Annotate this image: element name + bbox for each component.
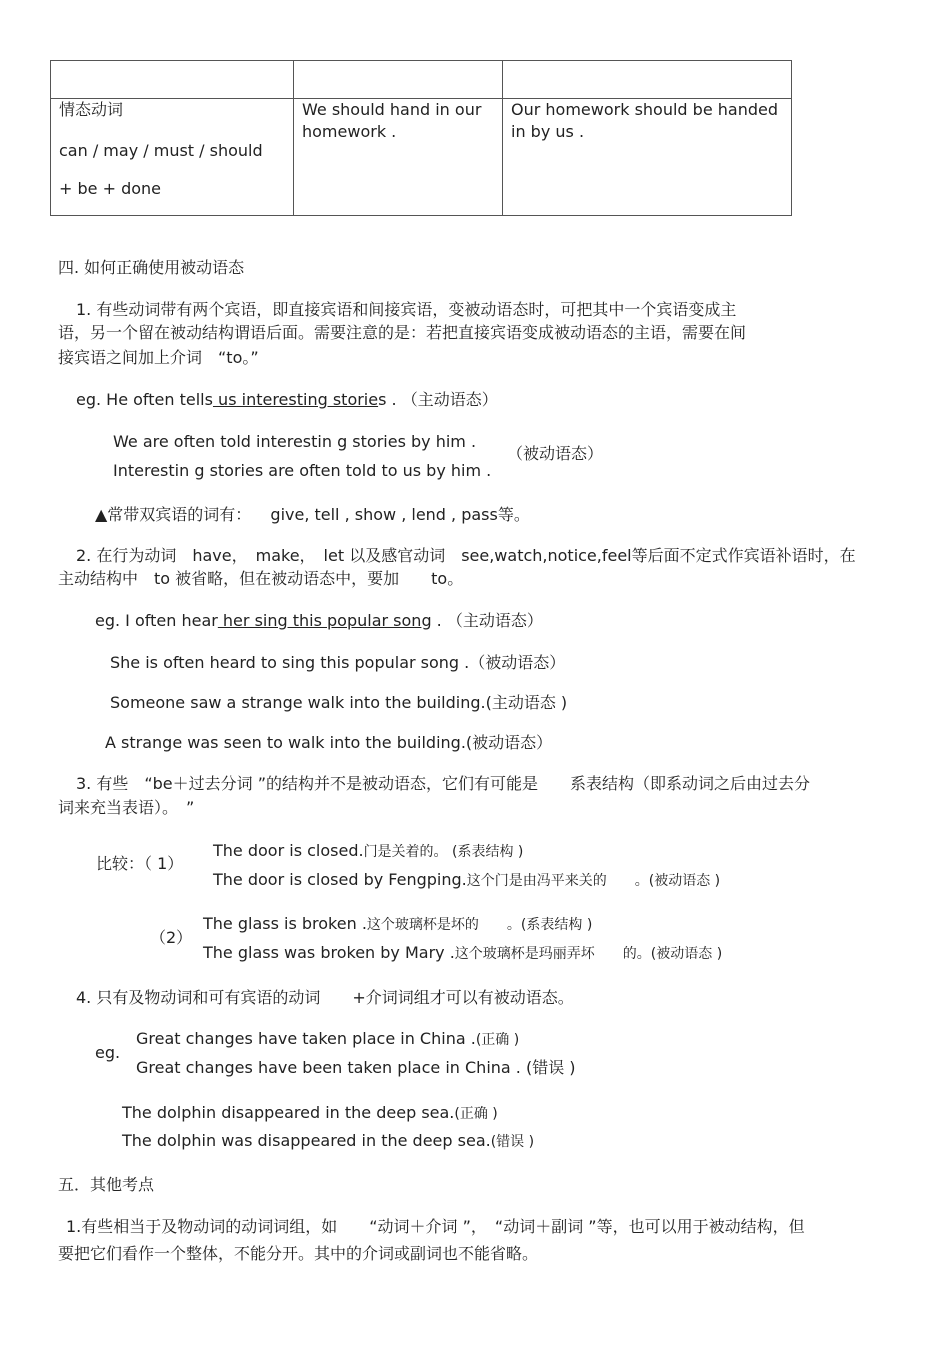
- note-suffix: 等。: [497, 505, 530, 524]
- english-sentence: The glass was broken by Mary .: [203, 943, 455, 962]
- english-sentence: The door is closed.: [213, 841, 364, 860]
- paragraph-line: 4. 只有及物动词和可有宾语的动词 +介词词组才可以有被动语态。: [76, 988, 574, 1007]
- table-row: [51, 99, 792, 216]
- chinese-translation: 这个玻璃杯是玛丽弄坏 的。(被动语态 ): [454, 946, 723, 962]
- note-line: [95, 504, 530, 526]
- example-text: eg. He often tells: [76, 390, 213, 409]
- english-sentence: The dolphin disappeared in the deep sea.: [122, 1103, 455, 1122]
- paragraph-line: 1.有些相当于及物动词的动词词组，如 “动词＋介词 ”， “动词＋副词 ”等，也可以用于被动结构，但: [66, 1217, 805, 1236]
- table-cell: [503, 99, 792, 216]
- english-sentence: Great changes have taken place in China .: [136, 1029, 476, 1048]
- paragraph-line: 要把它们看作一个整体，不能分开。其中的介词或副词也不能省略。: [58, 1244, 539, 1263]
- eg-label: eg.: [95, 1043, 121, 1062]
- passive-example: We are often told interestin g stories by him .: [113, 432, 477, 451]
- chinese-translation: 这个玻璃杯是坏的 。(系表结构 ): [366, 917, 593, 933]
- table-cell: [294, 61, 503, 99]
- example-sentence: She is often heard to sing this popular song .（被动语态）: [110, 653, 566, 672]
- cell-line: 情态动词: [59, 100, 124, 119]
- example-sentence: [95, 610, 543, 632]
- paragraph-line: 接宾语之间加上介词 “to。”: [58, 348, 259, 367]
- correctness-tag: (正确 ): [454, 1106, 498, 1122]
- correctness-tag: (正确 ): [475, 1032, 520, 1048]
- section-heading: 四. 如何正确使用被动语态: [58, 258, 245, 277]
- underlined-object: us: [212, 390, 237, 409]
- paragraph-line: 主动结构中 to 被省略，但在被动语态中，要加 to。: [58, 569, 464, 588]
- english-sentence: The dolphin was disappeared in the deep sea.: [122, 1131, 491, 1150]
- example-sentence: [136, 1028, 519, 1051]
- compare-sentence: [203, 942, 722, 965]
- grammar-table: [50, 60, 792, 216]
- english-sentence: The glass is broken .: [203, 914, 367, 933]
- example-sentence: A strange was seen to walk into the building.(被动语态）: [105, 733, 553, 752]
- table-cell: [51, 99, 294, 216]
- example-text: s . （主动语态）: [378, 390, 498, 409]
- paragraph-line: 语，另一个留在被动结构谓语后面。需要注意的是：若把直接宾语变成被动语态的主语，需要在间: [58, 323, 747, 342]
- paragraph-line: 词来充当表语）。 ”: [58, 798, 195, 817]
- voice-label: （被动语态）: [507, 444, 604, 463]
- note-words: give, tell , show , lend , pass: [270, 505, 498, 524]
- passive-example: Interestin g stories are often told to us by him .: [113, 461, 492, 480]
- cell-line: Our homework should be handed: [511, 100, 778, 119]
- table-cell: [294, 99, 503, 216]
- example-sentence: Someone saw a strange walk into the building.(主动语态 ): [110, 693, 568, 712]
- example-text: g . （主动语态）: [421, 611, 543, 630]
- example-sentence: [122, 1130, 534, 1153]
- correctness-tag: (错误 ): [490, 1134, 535, 1150]
- cell-line: can / may / must / should: [59, 141, 263, 160]
- english-sentence: The door is closed by Fengping.: [213, 870, 467, 889]
- compare-sentence: [203, 913, 592, 936]
- table-cell: [51, 61, 294, 99]
- paragraph-line: 3. 有些 “be＋过去分词 ”的结构并不是被动语态，它们有可能是 系表结构（即系动词之后由过去分: [76, 774, 811, 793]
- paragraph-line: 1. 有些动词带有两个宾语，即直接宾语和间接宾语，变被动语态时，可把其中一个宾语变成主: [76, 300, 737, 319]
- chinese-translation: 门是关着的。 (系表结构 ): [363, 844, 524, 860]
- example-sentence: [76, 389, 498, 411]
- table-cell: [503, 61, 792, 99]
- section-heading: 五．其他考点: [58, 1175, 155, 1194]
- example-sentence: [122, 1102, 498, 1125]
- table-row: [51, 61, 792, 99]
- cell-line: + be + done: [59, 179, 161, 198]
- example-sentence: Great changes have been taken place in China . (错误 ): [136, 1058, 576, 1077]
- compare-sentence: [213, 840, 523, 863]
- cell-line: in by us .: [511, 122, 585, 141]
- paragraph-line: 2. 在行为动词 have， make， let 以及感官动词 see,watch,notice,feel等后面不定式作宾语补语时，在: [76, 546, 856, 565]
- compare-label: （2）: [150, 928, 193, 947]
- example-text: eg. I often hear: [95, 611, 218, 630]
- compare-label: 比较：（ 1）: [96, 854, 184, 873]
- compare-sentence: [213, 869, 720, 892]
- underlined-object: her sing this popular son: [217, 611, 422, 630]
- note-label: ▲常带双宾语的词有：: [95, 505, 252, 524]
- chinese-translation: 这个门是由冯平来关的 。(被动语态 ): [466, 873, 721, 889]
- cell-line: We should hand in our: [302, 100, 482, 119]
- underlined-object: interesting storie: [236, 390, 379, 409]
- cell-line: homework .: [302, 122, 397, 141]
